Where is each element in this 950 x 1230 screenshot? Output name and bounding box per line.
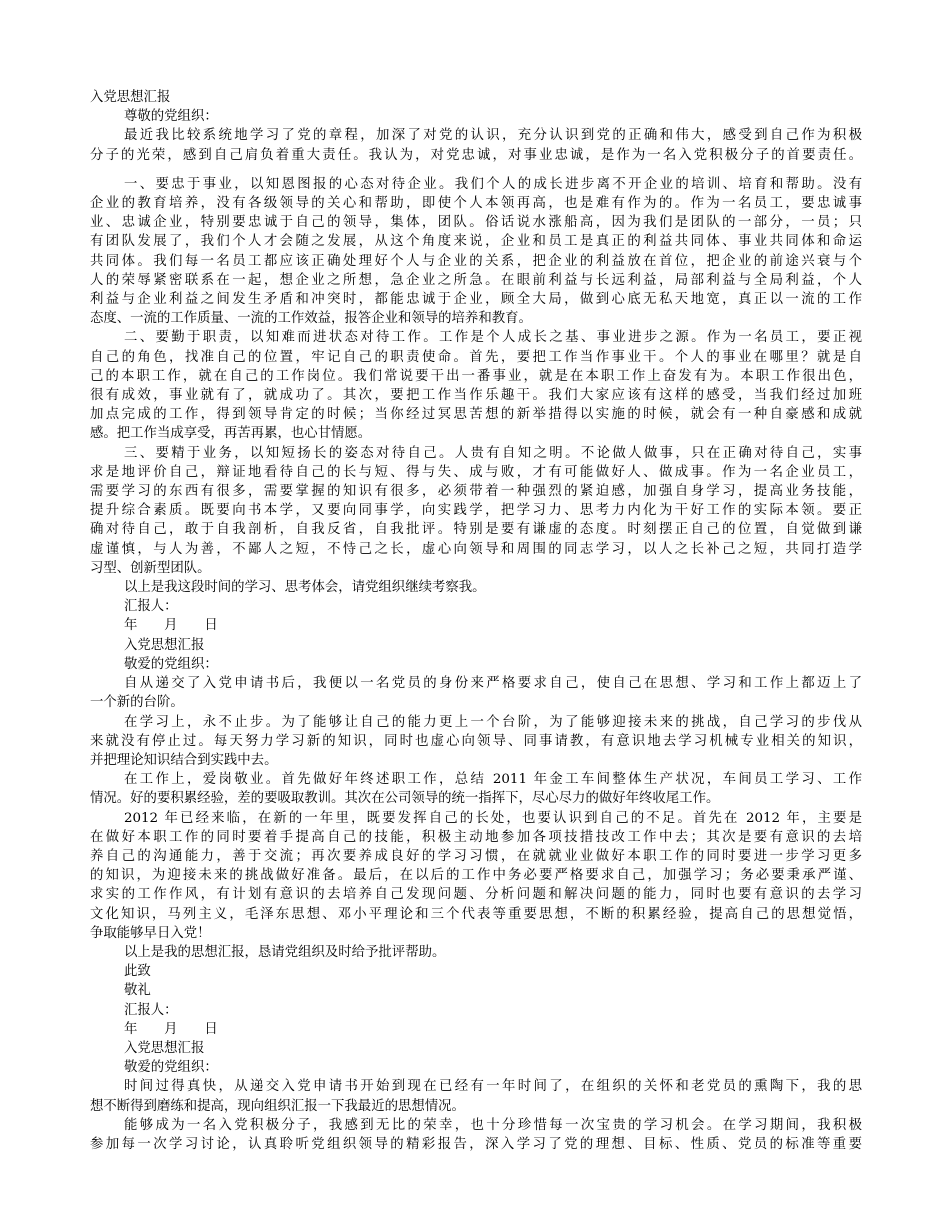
paragraph-line: 情况。好的要积累经验，差的要吸取教训。其次在公司领导的统一指挥下，尽心尽力的做好年终收尾工作。 [90,791,720,807]
paragraph-line: 并把理论知识结合到实践中去。 [90,752,278,768]
closing-line: 以上是我这段时间的学习、思考体会，请党组织继续考察我。 [124,580,486,596]
paragraph-line: 参加每一次学习讨论，认真聆听党组织领导的精彩报告，深入学习了党的理想、目标、性质、党员的标准等重要 [90,1136,862,1152]
paragraph-line: 求是地评价自己，辩证地看待自己的长与短、得与失、成与败，才有可能做好人、做成事。作为一名企业员工， [90,464,862,480]
paragraph-line: 文化知识，马列主义，毛泽东思想、邓小平理论和三个代表等重要思想，不断的积累经验，提高自己的思想觉悟， [90,906,862,922]
paragraph-line: 三、要精于业务，以知短扬长的姿态对待自己。人贵有自知之明。不论做人做事，只在正确对待自己，实事 [124,445,862,461]
doc-title: 入党思想汇报 [124,1040,205,1056]
paragraph-line: 业、忠诚企业，特别要忠诚于自己的领导，集体，团队。俗话说水涨船高，因为我们是团队的一部分，一员；只 [90,215,862,231]
paragraph-line: 需要学习的东西有很多，需要掌握的知识有很多，必须带着一种强烈的紧迫感，加强自身学习，提高业务技能， [90,484,862,500]
doc-title: 入党思想汇报 [90,90,171,105]
paragraph-line: 分子的光荣，感到自己肩负着重大责任。我认为，对党忠诚，对事业忠诚，是作为一名入党积极分子的首要责任。 [90,147,862,163]
closing-line: 以上是我的思想汇报，恳请党组织及时给予批评帮助。 [124,944,446,960]
paragraph-line: 加点完成的工作，得到领导肯定的时候；当你经过冥思苦想的新举措得以实施的时候，就会有一种自豪感和成就 [90,407,862,423]
paragraph-line: 自己的角色，找准自己的位置，牢记自己的职责使命。首先，要把工作当作事业干。个人的事业在哪里？就是自 [90,349,862,365]
closing-phrase: 敬礼 [124,983,151,999]
reporter-label: 汇报人： [124,599,178,615]
paragraph-line: 的知识，为迎接未来的挑战做好准备。最后，在以后的工作中务必要严格要求自己，加强学习；务必要秉承严谨、 [90,868,862,884]
paragraph-line: 一、要忠于事业，以知恩图报的心态对待企业。我们个人的成长进步离不开企业的培训、培育和帮助。没有 [124,176,862,192]
paragraph-line: 来就没有停止过。每天努力学习新的知识，同时也虚心向领导、同事请教，有意识地去学习机械专业相关的知识， [90,733,862,749]
paragraph-line: 在学习上，永不止步。为了能够让自己的能力更上一个台阶，为了能够迎接未来的挑战，自己学习的步伐从 [124,714,862,730]
paragraph-line: 己的本职工作，就在自己的工作岗位。我们常说要干出一番事业，就是在本职工作上奋发有为。本职工作很出色， [90,368,862,384]
paragraph-line: 企业的教育培养，没有各级领导的关心和帮助，即使个人本领再高，也是难有作为的。作为一名员工，要忠诚事 [90,196,862,212]
blank-line [90,165,862,175]
paragraph-line: 在工作上，爱岗敬业。首先做好年终述职工作，总结 2011 年金工车间整体生产状况，车间员工学习、工作 [124,772,862,788]
reporter-label: 汇报人： [124,1002,178,1018]
salutation: 敬爱的党组织： [124,656,218,672]
closing-phrase: 此致 [124,964,151,980]
paragraph-line: 时间过得真快，从递交入党申请书开始到现在已经有一年时间了，在组织的关怀和老党员的熏陶下，我的思 [124,1079,862,1095]
paragraph-line: 2012 年已经来临，在新的一年里，既要发挥自己的长处，也要认识到自己的不足。首先在 2012 年，主要是 [124,810,862,826]
paragraph-line: 感。把工作当成享受，再苦再累，也心甘情愿。 [90,426,372,442]
salutation: 敬爱的党组织： [124,1060,218,1076]
paragraph-line: 人的荣辱紧密联系在一起，想企业之所想，急企业之所急。在眼前利益与长远利益，局部利益与全局利益，个人 [90,272,862,288]
date-line: 年 月 日 [124,618,218,634]
paragraph-line: 一个新的台阶。 [90,695,184,711]
paragraph-line: 很有成效，事业就有了，就成功了。其次，要把工作当作乐趣干。我们大家应该有这样的感受，当我们经过加班 [90,388,862,404]
paragraph-line: 最近我比较系统地学习了党的章程，加深了对党的认识，充分认识到党的正确和伟大，感受到自己作为积极 [124,128,862,144]
salutation: 尊敬的党组织： [124,109,218,125]
date-line: 年 月 日 [124,1021,218,1037]
paragraph-line: 有团队发展了，我们个人才会随之发展，从这个角度来说，企业和员工是真正的利益共同体、事业共同体和命运 [90,234,862,250]
paragraph-line: 在做好本职工作的同时要着手提高自己的技能，积极主动地参加各项技措技改工作中去；其次是要有意识的去培 [90,829,862,845]
paragraph-line: 想不断得到磨练和提高，现向组织汇报一下我最近的思想情况。 [90,1098,465,1114]
paragraph-line: 确对待自己，敢于自我剖析，自我反省，自我批评。特别是要有谦虚的态度。时刻摆正自己的位置，自觉做到谦 [90,522,862,538]
document-body [90,88,862,1154]
paragraph-line: 养自己的沟通能力，善于交流；再次要养成良好的学习习惯，在就就业业做好本职工作的同时要进一步学习更多 [90,848,862,864]
paragraph-line: 争取能够早日入党！ [90,925,211,941]
paragraph-line: 共同体。我们每一名员工都应该正确处理好个人与企业的关系，把企业的利益放在首位，把企业的前途兴衰与个 [90,253,862,269]
paragraph-line: 提升综合素质。既要向书本学，又要向同事学，向实践学，把学习力、思考力内化为干好工作的实际本领。要正 [90,503,862,519]
paragraph-line: 二、要勤于职责，以知难而进状态对待工作。工作是个人成长之基、事业进步之源。作为一名员工，要正视 [124,330,862,346]
paragraph-line: 态度、一流的工作质量、一流的工作效益，报答企业和领导的培养和教育。 [90,311,532,327]
paragraph-line: 求实的工作作风，有计划有意识的去培养自己发现问题、分析问题和解决问题的能力，同时也要有意识的去学习 [90,887,862,903]
paragraph-line: 利益与企业利益之间发生矛盾和冲突时，都能忠诚于企业，顾全大局，做到心底无私天地宽，真正以一流的工作 [90,292,862,308]
paragraph-line: 能够成为一名入党积极分子，我感到无比的荣幸，也十分珍惜每一次宝贵的学习机会。在学习期间，我积极 [124,1117,862,1133]
paragraph-line: 习型、创新型团队。 [90,560,211,576]
doc-title: 入党思想汇报 [124,637,205,653]
paragraph-line: 虚谨慎，与人为善，不鄙人之短，不恃己之长，虚心向领导和周围的同志学习，以人之长补己之短，共同打造学 [90,541,862,557]
paragraph-line: 自从递交了入党申请书后，我便以一名党员的身份来严格要求自己，使自己在思想、学习和工作上都迈上了 [124,676,862,692]
